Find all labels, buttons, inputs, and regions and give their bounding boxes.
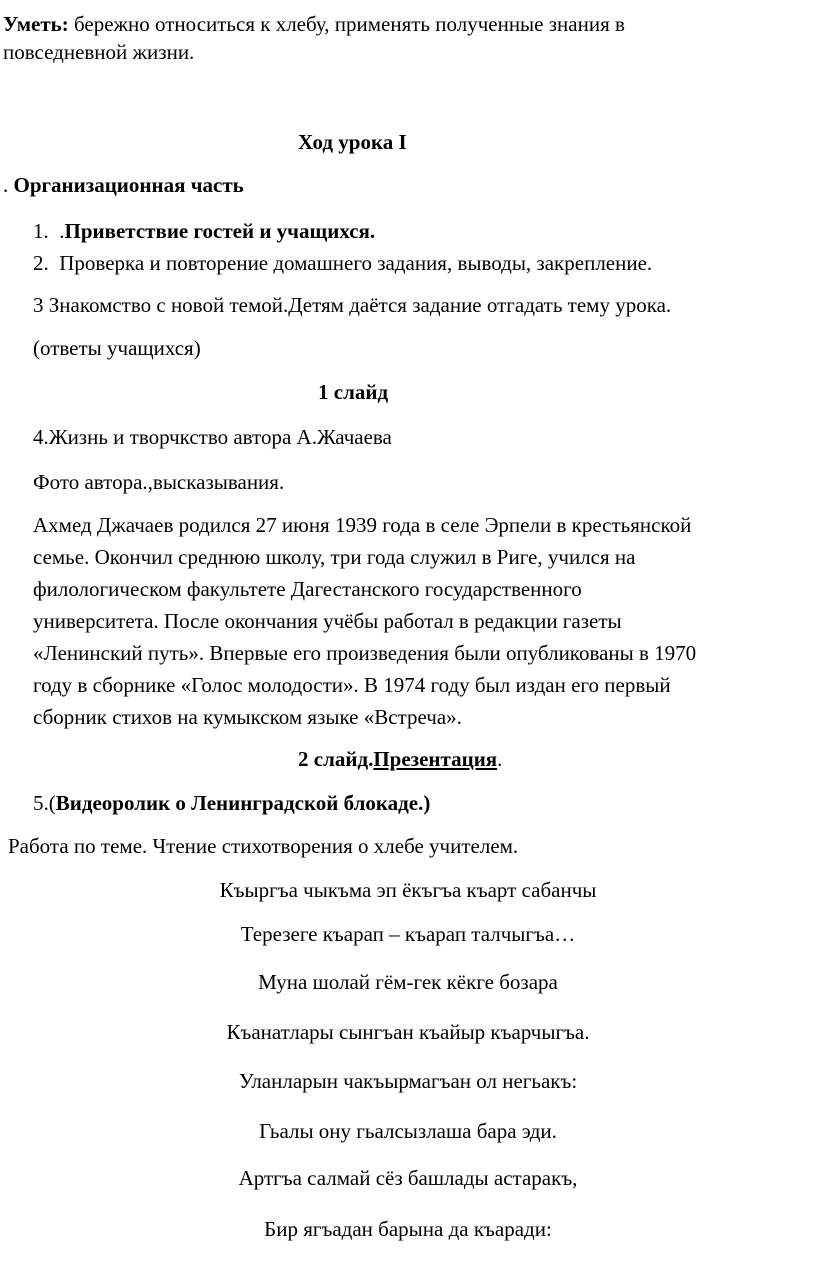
slide-2-tail: . [497,747,503,771]
step-3: 3 Знакомство с новой темой.Детям даётся задание отгадать тему урока. [33,293,672,317]
step-5-text: Видеоролик о Ленинградской блокаде.) [55,791,431,815]
slide-1-heading: 1 слайд [318,380,389,404]
bio-line-7: сборник стихов на кумыкском языке «Встреча». [33,705,462,729]
poem-line-8: Бир ягъадан барына да къаради: [264,1217,552,1241]
intro-text-1: бережно относиться к хлебу, применять полученные знания в [68,12,625,36]
poem-line-5: Уланларын чакъырмагъан ол негьакъ: [238,1069,578,1093]
photo-note: Фото автора.,высказывания. [33,470,285,494]
intro-label: Уметь: [3,12,69,36]
lesson-title: Ход урока I [298,130,407,154]
bio-line-3: филологическом факультете Дагестанского государственного [33,577,582,601]
bio-line-6: году в сборнике «Голос молодости». В 1974 году был издан его первый [33,673,671,697]
list-number-1: 1. [33,219,49,243]
step-5 [33,791,430,816]
list-item-2 [33,251,652,276]
list-text-1: Приветствие гостей и учащихся. [64,219,376,243]
bio-line-1: Ахмед Джачаев родился 27 июня 1939 года в селе Эрпели в крестьянской [33,513,692,537]
bio-line-5: «Ленинский путь». Впервые его произведения были опубликованы в 1970 [33,641,697,665]
poem-line-4: Къанатлары сынгъан къайыр къарчыгъа. [226,1020,590,1044]
list-prefix-1: . [59,219,65,243]
step-5-prefix: 5.( [33,791,56,815]
poem-line-6: Гьалы ону гьалсызлаша бара эди. [259,1119,557,1143]
work-note: Работа по теме. Чтение стихотворения о хлебе учителем. [8,834,519,858]
bio-line-4: университета. После окончания учёбы работал в редакции газеты [33,609,622,633]
list-item-1 [33,219,375,244]
intro-line-2: повседневной жизни. [3,40,195,64]
poem-line-1: Къыргъа чыкъма эп ёкъгъа къарт сабанчы [219,878,597,902]
section-heading [3,173,244,198]
poem-line-7: Артгъа салмай сёз башлады астаракъ, [238,1166,578,1190]
poem-line-2: Терезеге къарап – къарап талчыгъа… [240,922,576,946]
slide-2-heading [298,747,502,772]
section-title: Организационная часть [13,173,244,197]
slide-2-presentation: Презентация [373,747,498,771]
section-dot: . [3,173,14,197]
list-number-2: 2. [33,251,49,275]
intro-line-1 [3,12,625,37]
list-text-2: Проверка и повторение домашнего задания, выводы, закрепление. [59,251,653,275]
answers-note: (ответы учащихся) [33,336,201,360]
bio-line-2: семье. Окончил среднюю школу, три года служил в Риге, учился на [33,545,636,569]
step-4: 4.Жизнь и творчкство автора А.Жачаева [33,425,392,449]
poem-line-3: Муна шолай гём-гек кёкге бозара [258,970,558,994]
slide-2-label: 2 слайд. [298,747,374,771]
